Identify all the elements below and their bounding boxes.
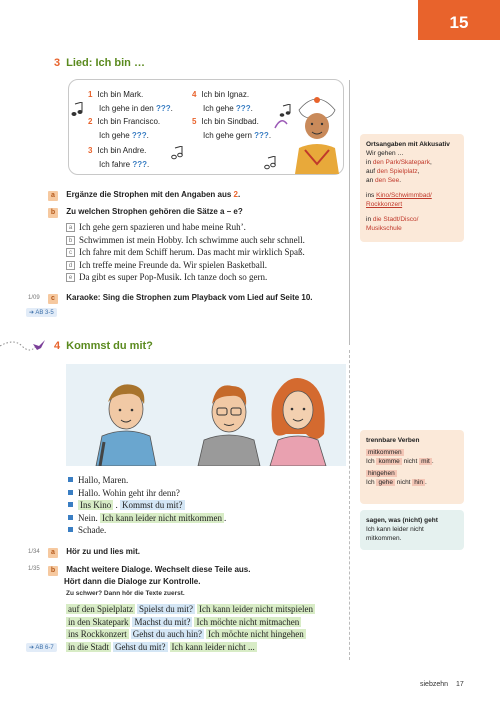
dialog-line: Schade. — [68, 524, 226, 537]
bird-icon — [33, 340, 45, 350]
verse-4: 4 Ich bin Ignaz. Ich gehe ???. — [192, 90, 253, 113]
workbook-reference: ➔ AB 3-5 — [26, 308, 57, 317]
table-row: in den Skatepark Machst du mit? Ich möchte nicht mitmachen — [68, 616, 300, 627]
verse-1: 1 Ich bin Mark. Ich gehe in den ???. — [88, 90, 173, 113]
grammar-note-what-works: sagen, was (nicht) geht Ich kann leider nicht mitkommen. — [360, 510, 464, 550]
music-note-icon — [171, 146, 185, 160]
table-row: auf den Spielplatz Spielst du mit? Ich kann leider nicht mitspielen — [68, 604, 313, 614]
hint-text: Zu schwer? Dann hör die Texte zuerst. — [66, 590, 185, 597]
exercise-3-title: 3 Lied: Ich bin … — [54, 57, 145, 69]
dialog-line: Nein. Ich kann leider nicht mitkommen . — [68, 512, 226, 525]
verse-3: 3 Ich bin Andre. Ich fahre ???. — [88, 146, 150, 169]
sentence-list — [66, 221, 305, 284]
workbook-reference: ➔ AB 6-7 — [26, 643, 57, 652]
dialog-line: Ins Kino . Kommst du mit? — [68, 499, 226, 512]
task-3b: b Zu welchen Strophen gehören die Sätze a – e? — [48, 207, 243, 218]
sentence-d: d Ich treffe meine Freunde da. Wir spielen Basketball. — [66, 259, 305, 272]
ring-icon — [273, 118, 289, 130]
substitution-table — [66, 603, 317, 653]
audio-track-number: 1/09 — [28, 295, 40, 301]
task-4a: a Hör zu und lies mit. — [48, 547, 140, 558]
table-row: ins Rockkonzert Gehst du auch hin? Ich möchte nicht hingehen — [68, 629, 304, 639]
divider-line-dashed — [349, 350, 350, 660]
verse-2: 2 Ich bin Francisco. Ich gehe ???. — [88, 117, 161, 140]
sentence-b: b Schwimmen ist mein Hobby. Ich schwimme auch sehr schnell. — [66, 234, 305, 247]
kids-illustration — [66, 364, 346, 466]
sentence-c: c Ich fahre mit dem Schiff herum. Das macht mir wirklich Spaß. — [66, 246, 305, 259]
exercise-4-title: 4 Kommst du mit? — [54, 340, 153, 352]
verse-5: 5 Ich bin Sindbad. Ich gehe gern ???. — [192, 117, 272, 140]
grammar-note-accusative: Ortsangaben mit Akkusativ Wir gehen … in den Park/Skatepark, auf den Spielplatz, an den See. ins Kino/Schwimmbad/ Rockkonzert in die Stadt/Disco/ Musikschule — [360, 134, 464, 242]
page-number-tab: 15 — [418, 0, 500, 40]
task-4b: b Macht weitere Dialoge. Wechselt diese Teile aus. Hört dann die Dialoge zur Kontrolle. — [48, 564, 250, 588]
dialog — [68, 474, 226, 537]
task-3a: a Ergänze die Strophen mit den Angaben aus 2. — [48, 190, 240, 201]
audio-track-number: 1/35 — [28, 566, 40, 572]
audio-track-number: 1/34 — [28, 549, 40, 555]
grammar-note-separable-verbs: trennbare Verben mitkommen Ich komme nicht mit . hingehen Ich gehe nicht hin . — [360, 430, 464, 504]
dialog-line: Hallo, Maren. — [68, 474, 226, 487]
dialog-line: Hallo. Wohin geht ihr denn? — [68, 487, 226, 500]
table-row: in die Stadt Gehst du mit? Ich kann leider nicht ... — [68, 641, 255, 652]
sentence-e: e Da gibt es super Pop-Musik. Ich tanze doch so gern. — [66, 271, 305, 284]
page-footer: siebzehn 17 — [420, 681, 464, 688]
task-3c: c Karaoke: Sing die Strophen zum Playback vom Lied auf Seite 10. — [48, 293, 313, 304]
sentence-a: a Ich gehe gern spazieren und habe meine Ruh’. — [66, 221, 305, 234]
music-note-icon — [71, 102, 85, 118]
divider-line — [349, 80, 350, 345]
music-note-icon — [264, 156, 278, 170]
sindbad-illustration — [291, 90, 343, 174]
